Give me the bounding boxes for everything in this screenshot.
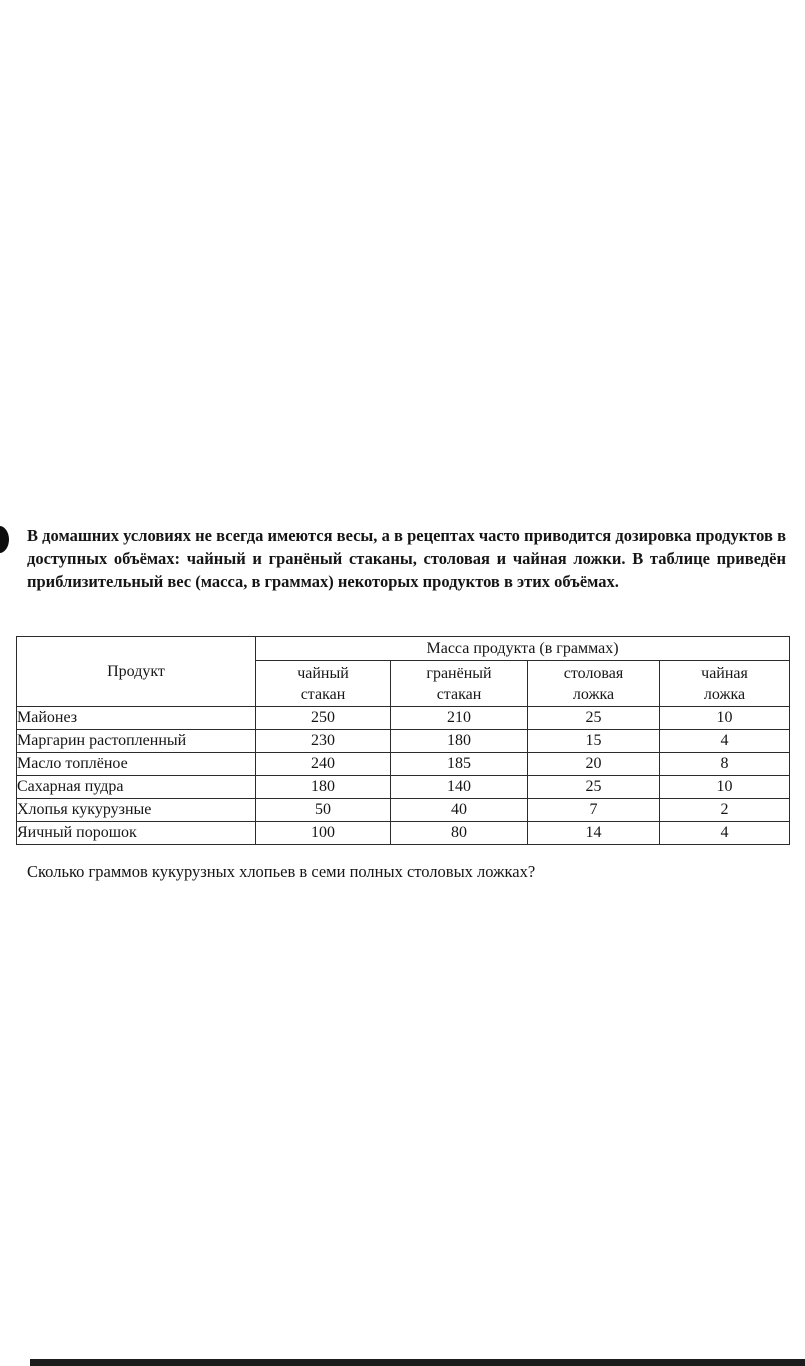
product-column-header: Продукт	[17, 637, 256, 707]
value-cell: 14	[528, 822, 660, 845]
value-cell: 25	[528, 776, 660, 799]
column-header-line: чайная	[701, 664, 748, 682]
scan-edge-bar	[30, 1359, 805, 1366]
product-name-cell: Хлопья кукурузные	[17, 799, 256, 822]
product-name-cell: Майонез	[17, 707, 256, 730]
value-cell: 15	[528, 730, 660, 753]
column-header-line: ложка	[703, 685, 746, 703]
value-cell: 4	[660, 822, 790, 845]
value-cell: 25	[528, 707, 660, 730]
product-name-cell: Маргарин растопленный	[17, 730, 256, 753]
value-cell: 40	[391, 799, 528, 822]
value-cell: 140	[391, 776, 528, 799]
value-cell: 2	[660, 799, 790, 822]
column-header-line: гранёный	[426, 664, 492, 682]
question-number-marker	[0, 526, 9, 553]
product-name-cell: Яичный порошок	[17, 822, 256, 845]
table-row	[17, 799, 790, 822]
value-cell: 185	[391, 753, 528, 776]
table-row	[17, 822, 790, 845]
value-cell: 210	[391, 707, 528, 730]
product-name-cell: Сахарная пудра	[17, 776, 256, 799]
table-row	[17, 776, 790, 799]
value-cell: 4	[660, 730, 790, 753]
column-header-faceted-glass	[391, 661, 528, 707]
value-cell: 180	[256, 776, 391, 799]
value-cell: 8	[660, 753, 790, 776]
value-cell: 7	[528, 799, 660, 822]
table-row	[17, 753, 790, 776]
value-cell: 240	[256, 753, 391, 776]
table-header-row-group	[17, 637, 790, 661]
question-text: Сколько граммов кукурузных хлопьев в семи полных столовых ложках?	[27, 862, 536, 881]
column-header-line: стакан	[300, 685, 346, 703]
column-header-tablespoon	[528, 661, 660, 707]
column-header-line: чайный	[297, 664, 349, 682]
value-cell: 180	[391, 730, 528, 753]
problem-statement: В домашних условиях не всегда имеются весы, а в рецептах часто приводится дозировка продуктов в доступных объёмах: чайный и гранёный стаканы, столовая и чайная ложки. В таблице приведён приблизительный вес (масса, в граммах) некоторых продуктов в этих объёмах.	[27, 526, 786, 591]
value-cell: 230	[256, 730, 391, 753]
value-cell: 250	[256, 707, 391, 730]
column-header-teaspoon	[660, 661, 790, 707]
product-mass-table	[16, 636, 790, 845]
column-header-line: стакан	[436, 685, 482, 703]
value-cell: 50	[256, 799, 391, 822]
mass-group-header: Масса продукта (в граммах)	[256, 637, 790, 661]
column-header-line: ложка	[572, 685, 615, 703]
table-row	[17, 707, 790, 730]
table-row	[17, 730, 790, 753]
value-cell: 100	[256, 822, 391, 845]
value-cell: 10	[660, 707, 790, 730]
value-cell: 80	[391, 822, 528, 845]
column-header-line: столовая	[563, 664, 624, 682]
column-header-tea-glass	[256, 661, 391, 707]
product-name-cell: Масло топлёное	[17, 753, 256, 776]
value-cell: 10	[660, 776, 790, 799]
value-cell: 20	[528, 753, 660, 776]
